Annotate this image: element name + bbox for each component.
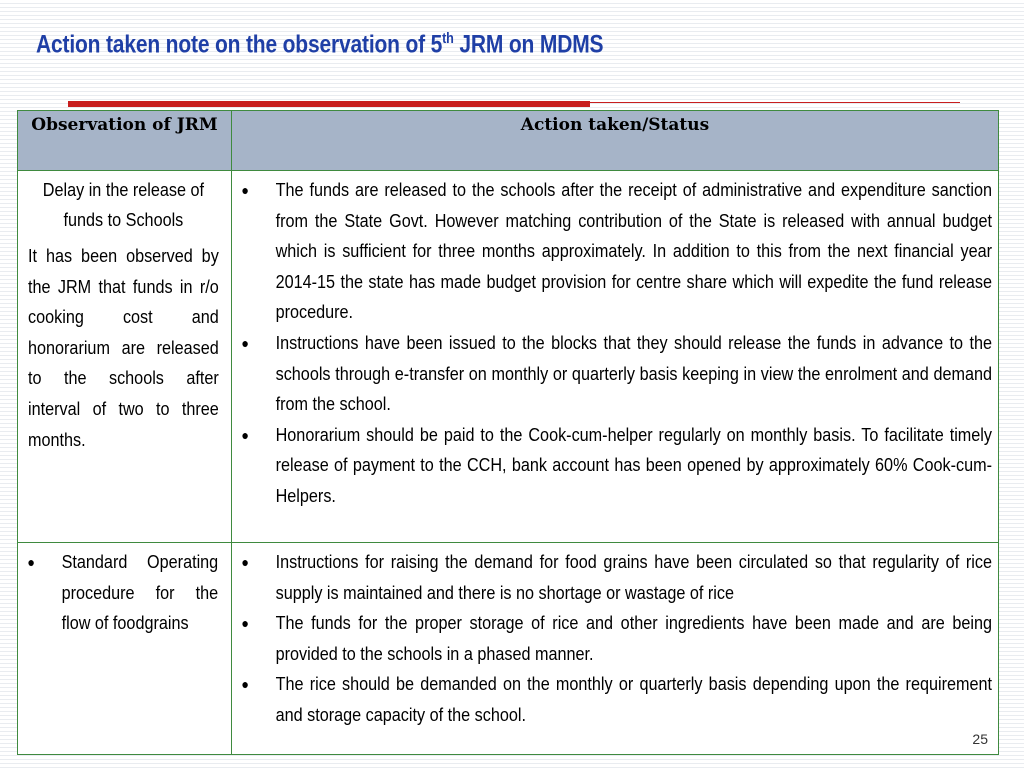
list-item: ● Honorarium should be paid to the Cook-cum-helper regularly on monthly basis. To facilitate timely release of payment to the CCH, bank account has been opened by approximately 60% Cook-cum-Helpers. [236, 420, 992, 512]
observation-cell [18, 543, 232, 755]
bullet-icon: ● [241, 676, 250, 693]
observation-heading: Delay in the release of funds to Schools [42, 180, 204, 230]
table-header-row [18, 111, 999, 171]
table-row [18, 171, 999, 543]
header-action-status: Action taken/Status [232, 111, 999, 171]
title-rule-thin [590, 102, 960, 103]
list-item: ● Instructions have been issued to the blocks that they should release the funds in advance to the schools through e-transfer on monthly or quarterly basis keeping in view the enrolment and demand from the school. [236, 328, 992, 420]
header-observation: Observation of JRM [18, 111, 232, 171]
list-item: ● Instructions for raising the demand for food grains have been circulated so that regularity of rice supply is maintained and there is no shortage or wastage of rice [236, 547, 992, 608]
bullet-icon: ● [27, 554, 36, 570]
table-row [18, 543, 999, 755]
bullet-icon: ● [241, 182, 250, 198]
bullet-icon: ● [241, 554, 250, 570]
list-item: ● The funds are released to the schools after the receipt of administrative and expenditure sanction from the State Govt. However matching contribution of the State is released with annual budget which is sufficient for three months approximately. In addition to this from the next financial year 2014-15 the state has made budget provision for centre share which will expedite the fund release procedure. [236, 175, 992, 328]
slide-title [36, 30, 603, 59]
observation-cell [18, 171, 232, 543]
bullet-icon: ● [241, 615, 250, 632]
observation-body: It has been observed by the JRM that funds in r/o cooking cost and honorarium are released to the schools after interval of two to three months. [28, 246, 219, 450]
bullet-icon: ● [241, 426, 250, 443]
action-cell [232, 171, 999, 543]
page-number: 25 [972, 731, 988, 747]
title-superscript: th [442, 30, 454, 47]
list-item: ● Standard Operating procedure for the flow of foodgrains [22, 547, 218, 639]
title-rule-thick [68, 101, 590, 107]
action-cell [232, 543, 999, 755]
title-rest: JRM on MDMS [453, 30, 604, 59]
bullet-icon: ● [241, 334, 250, 351]
list-item: ● The rice should be demanded on the monthly or quarterly basis depending upon the requirement and storage capacity of the school. [236, 669, 992, 730]
action-taken-table [17, 110, 999, 755]
title-main: Action taken note on the observation of 5 [36, 30, 443, 59]
list-item: ● The funds for the proper storage of rice and other ingredients have been made and are being provided to the schools in a phased manner. [236, 608, 992, 669]
